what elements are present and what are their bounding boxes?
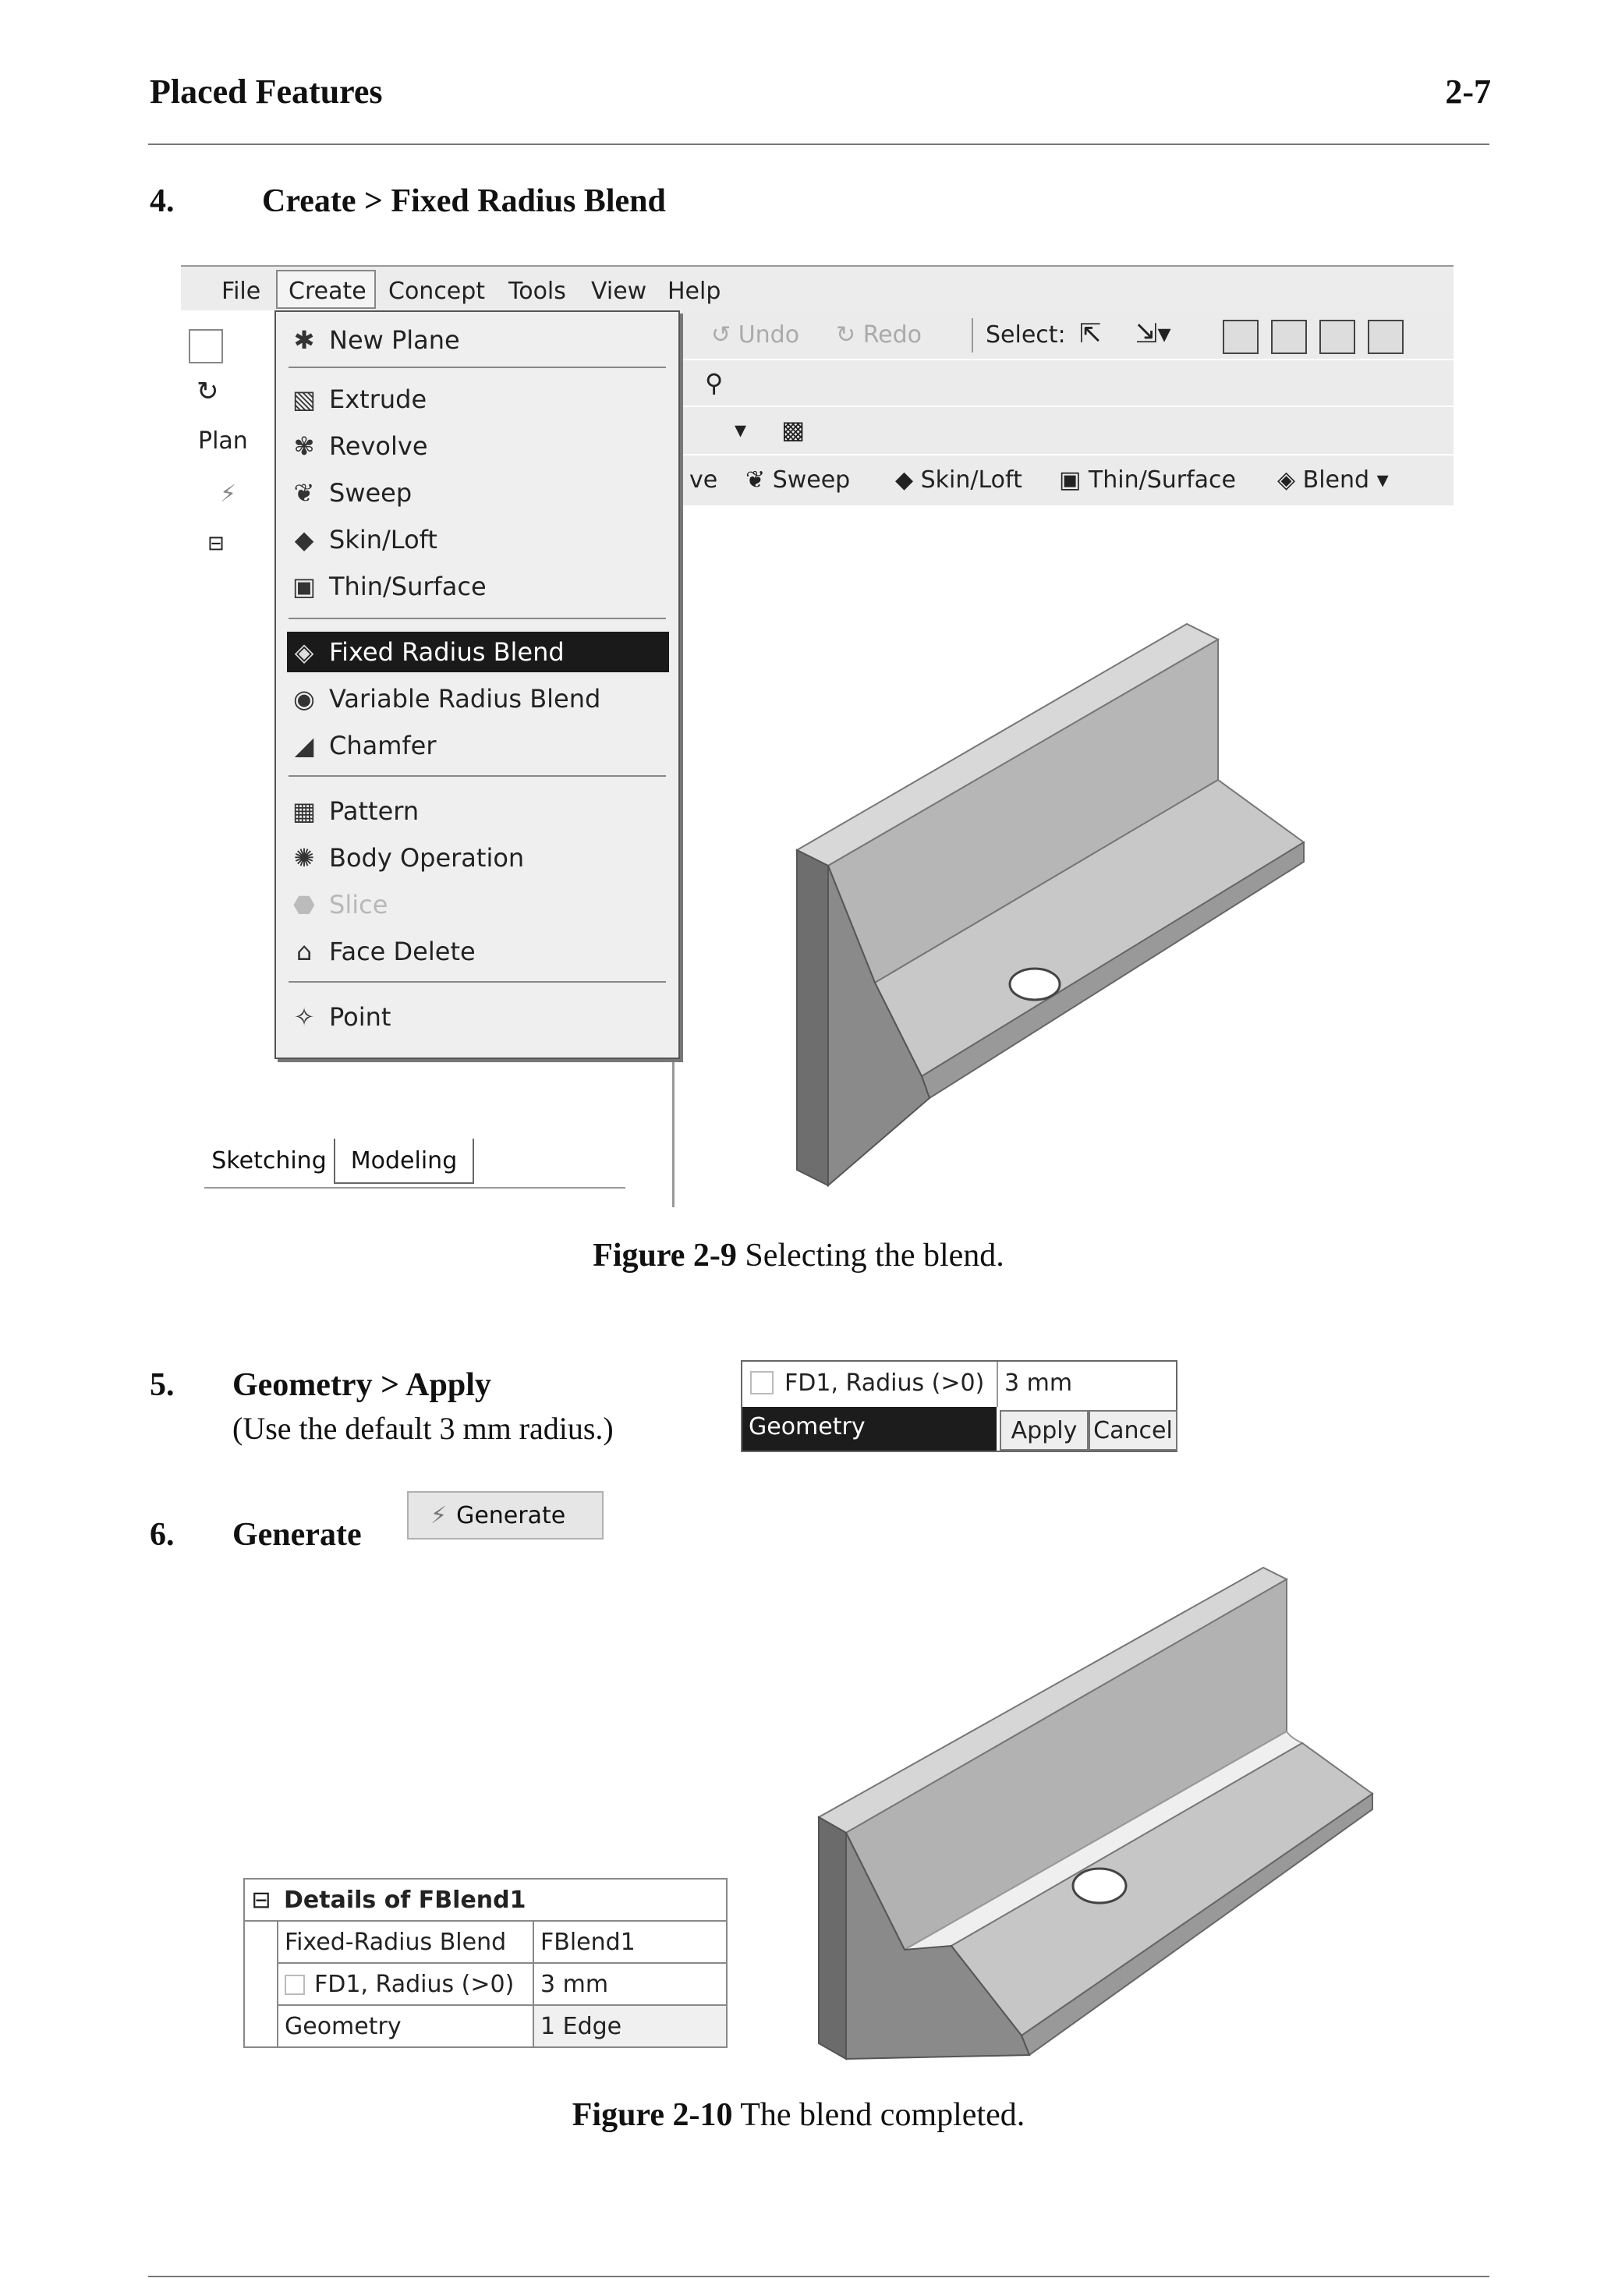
toolbar-skinloft-label: Skin/Loft — [920, 466, 1022, 494]
select-face-icon[interactable] — [1223, 320, 1259, 354]
point-icon: ✧ — [293, 1002, 315, 1032]
menu-item-chamfer[interactable] — [287, 725, 669, 766]
menu-item-revolve[interactable] — [287, 426, 669, 466]
figure-2-10-text: The blend completed. — [732, 2097, 1025, 2133]
menu-item-slice — [287, 884, 669, 925]
figure-2-9-text: Selecting the blend. — [736, 1238, 1004, 1274]
cell-divider — [997, 1362, 998, 1407]
menu-item-face-delete-label: Face Delete — [329, 937, 476, 966]
skinloft-icon: ◆ — [895, 466, 914, 494]
menu-help[interactable]: Help — [667, 278, 721, 305]
section-title: Placed Features — [150, 73, 383, 111]
details-fd1-checkbox[interactable] — [285, 1975, 305, 1995]
step-4-title: Create > Fixed Radius Blend — [262, 183, 666, 219]
menu-item-extrude[interactable] — [287, 379, 669, 420]
menu-concept[interactable]: Concept — [388, 278, 486, 305]
menu-item-slice-label: Slice — [329, 890, 388, 919]
step-4-number: 4. — [150, 183, 175, 219]
variable-radius-blend-icon: ◉ — [293, 684, 315, 714]
page-number: 2-7 — [1445, 73, 1491, 111]
menu-file[interactable]: File — [221, 278, 261, 305]
apply-button[interactable]: Apply — [1000, 1410, 1089, 1451]
menu-separator — [289, 981, 666, 983]
undo-button[interactable] — [711, 321, 799, 349]
menu-item-revolve-label: Revolve — [329, 431, 428, 461]
face-delete-icon: ⌂ — [296, 937, 313, 966]
details-collapse-icon[interactable]: ⊟ — [244, 1879, 278, 1921]
generate-icon: ⚡ — [430, 1501, 448, 1529]
menu-item-new-plane[interactable] — [287, 320, 669, 360]
menu-item-point-label: Point — [329, 1002, 391, 1032]
menu-item-body-operation[interactable] — [287, 838, 669, 878]
figure-2-10-caption — [0, 2096, 1597, 2134]
step-5-subtitle: (Use the default 3 mm radius.) — [232, 1411, 614, 1446]
menu-item-variable-radius-blend-label: Variable Radius Blend — [329, 684, 601, 714]
menu-item-skin-loft[interactable] — [287, 519, 669, 560]
slice-icon: ⬣ — [293, 890, 315, 919]
blend-dropdown-icon: ▾ — [1376, 466, 1389, 494]
plane-dropdown-arrow-icon[interactable]: ▾ — [735, 416, 747, 444]
toolbar-blend-button[interactable] — [1277, 466, 1389, 494]
toolbar-skinloft-button[interactable] — [895, 466, 1022, 494]
figure-2-9-screenshot — [181, 265, 1454, 1207]
angle-bracket-model — [727, 593, 1429, 1201]
details-panel — [243, 1878, 735, 2062]
select-vertex-icon[interactable] — [1319, 320, 1355, 354]
figure-2-9-label: Figure 2-9 — [593, 1238, 737, 1274]
figure-2-10-label: Figure 2-10 — [572, 2097, 733, 2133]
cancel-button[interactable]: Cancel — [1089, 1410, 1177, 1451]
undo-icon: ↺ — [711, 321, 731, 349]
geometry-label: Geometry — [749, 1413, 866, 1440]
toolbar-blend-label: Blend — [1302, 466, 1370, 494]
menu-item-pattern-label: Pattern — [329, 796, 420, 826]
redo-icon: ↻ — [836, 321, 856, 349]
geometry-apply-panel — [741, 1360, 1177, 1452]
menu-item-chamfer-label: Chamfer — [329, 731, 437, 760]
details-row-label — [278, 1963, 533, 2005]
menu-item-skin-loft-label: Skin/Loft — [329, 525, 437, 555]
toolbar-sweep-button[interactable] — [745, 466, 850, 494]
menu-item-pattern[interactable] — [287, 791, 669, 831]
menu-item-fixed-radius-blend-label: Fixed Radius Blend — [329, 637, 565, 667]
menu-skinloft-icon: ◆ — [294, 525, 314, 555]
thin-surface-icon: ▣ — [1059, 466, 1082, 494]
details-indent — [244, 1921, 278, 1963]
menu-tools[interactable]: Tools — [508, 278, 566, 305]
menu-sweep-icon: ❦ — [293, 478, 315, 508]
select-filter-icon[interactable]: ⇲▾ — [1135, 318, 1171, 349]
tab-sketching[interactable]: Sketching — [211, 1146, 327, 1175]
body-operation-icon: ✺ — [293, 843, 315, 873]
menu-create[interactable]: Create — [289, 278, 366, 305]
details-row-value[interactable]: FBlend1 — [533, 1921, 727, 1963]
menu-separator — [289, 618, 666, 619]
step-6-title: Generate — [232, 1517, 362, 1553]
menu-item-sweep[interactable] — [287, 473, 669, 513]
fd1-label: FD1, Radius (>0) — [784, 1369, 985, 1397]
fd1-value[interactable]: 3 mm — [1004, 1369, 1073, 1397]
tab-bar-line — [204, 1187, 625, 1189]
undo-label: Undo — [738, 321, 800, 349]
menu-separator — [289, 367, 666, 368]
select-label: Select: — [986, 321, 1066, 349]
redo-button[interactable] — [836, 321, 922, 349]
footer-rule — [148, 2276, 1489, 2277]
blended-bracket-model — [803, 1552, 1427, 2075]
fd1-checkbox[interactable] — [750, 1371, 774, 1394]
menu-item-extrude-label: Extrude — [329, 384, 427, 414]
revolve-icon: ✾ — [293, 431, 315, 461]
new-plane-icon: ✱ — [293, 325, 315, 355]
step-6-number: 6. — [150, 1517, 175, 1553]
look-at-icon[interactable]: ⚲ — [705, 368, 724, 398]
menu-item-variable-radius-blend[interactable] — [287, 679, 669, 719]
menu-bar — [181, 265, 1454, 312]
menu-separator — [289, 775, 666, 777]
menu-item-sweep-label: Sweep — [329, 478, 413, 508]
details-indent — [244, 1963, 278, 2005]
toolbar-sweep-label: Sweep — [772, 466, 851, 494]
figure-2-9-caption — [0, 1237, 1597, 1274]
menu-view[interactable]: View — [591, 278, 647, 305]
menu-item-thin-surface[interactable] — [287, 566, 669, 607]
select-mode-icon[interactable]: ⇱ — [1079, 318, 1102, 349]
blend-icon: ◈ — [1277, 466, 1296, 494]
step-5-number: 5. — [150, 1367, 175, 1403]
details-row-label: Geometry — [278, 2005, 533, 2047]
extrude-icon: ▧ — [292, 384, 317, 414]
header-rule — [148, 144, 1489, 145]
chamfer-icon: ◢ — [294, 731, 314, 760]
details-row-label: Fixed-Radius Blend — [278, 1921, 533, 1963]
menu-item-new-plane-label: New Plane — [329, 325, 460, 355]
plane-dropdown-label[interactable]: Plan — [198, 427, 248, 455]
toolbar-separator — [972, 318, 973, 353]
new-file-icon[interactable] — [189, 329, 223, 363]
menu-item-thin-surface-label: Thin/Surface — [329, 572, 487, 601]
new-sketch-icon[interactable]: ▩ — [781, 415, 806, 445]
details-title: Details of FBlend1 — [278, 1879, 727, 1921]
redo-label: Redo — [862, 321, 922, 349]
tree-expand-icon[interactable]: ⊟ — [207, 532, 225, 555]
details-row-value[interactable]: 3 mm — [533, 1963, 727, 2005]
step-5-title: Geometry > Apply — [232, 1367, 491, 1403]
menu-item-face-delete[interactable] — [287, 931, 669, 972]
revolve-partial-label[interactable]: ve — [689, 466, 718, 494]
select-edge-icon[interactable] — [1271, 320, 1307, 354]
menu-thin-surface-icon: ▣ — [292, 572, 317, 601]
menu-item-point[interactable] — [287, 997, 669, 1037]
pattern-icon: ▦ — [292, 796, 317, 826]
details-row-value[interactable]: 1 Edge — [533, 2005, 727, 2047]
select-body-icon[interactable] — [1368, 320, 1404, 354]
fixed-radius-blend-icon: ◈ — [294, 637, 314, 667]
toolbar-thin-button[interactable] — [1059, 466, 1236, 494]
refresh-icon[interactable]: ↻ — [197, 376, 219, 407]
menu-item-fixed-radius-blend[interactable] — [287, 632, 669, 672]
details-fd1-label: FD1, Radius (>0) — [314, 1970, 515, 1998]
create-menu-dropdown — [274, 310, 680, 1059]
generate-button-label: Generate — [456, 1501, 566, 1529]
toolbar-thin-label: Thin/Surface — [1088, 466, 1236, 494]
generate-button[interactable] — [407, 1491, 604, 1540]
menu-item-body-operation-label: Body Operation — [329, 843, 525, 873]
generate-icon[interactable]: ⚡ — [220, 480, 237, 508]
sweep-icon: ❦ — [745, 466, 766, 494]
tab-modeling[interactable]: Modeling — [334, 1139, 474, 1184]
details-indent — [244, 2005, 278, 2047]
